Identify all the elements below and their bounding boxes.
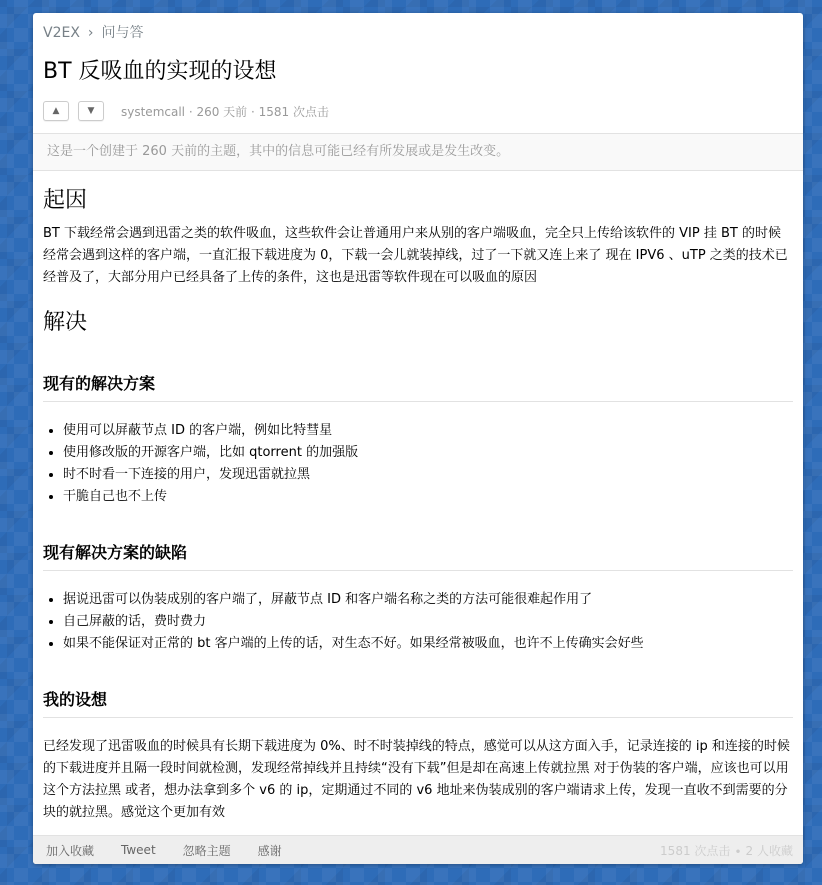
list-item: • 如果不能保证对正常的 bt 客户端的上传的话，对生态不好。如果经常被吸血，也许不上传确实会好些 [63, 633, 793, 655]
list-item: • 据说迅雷可以伪装成别的客户端了，屏蔽节点 ID 和客户端名称之类的方法可能很难起作用了 [63, 589, 793, 611]
breadcrumb-home-link[interactable]: V2EX [43, 25, 80, 41]
topic-meta: systemcall · 260 天前 · 1581 次点击 [121, 104, 329, 119]
topic-meta-row [43, 101, 793, 121]
outdated-notice: 这是一个创建于 260 天前的主题，其中的信息可能已经有所发展或是发生改变。 [33, 133, 803, 171]
topic-header [33, 13, 803, 121]
breadcrumb-node-link[interactable]: 问与答 [101, 25, 144, 41]
list-item: • 使用修改版的开源客户端，比如 qtorrent 的加强版 [63, 442, 793, 464]
heading-solve: 解决 [43, 310, 88, 335]
topic-card [33, 13, 803, 864]
upvote-button[interactable] [43, 101, 69, 121]
heading-origin: 起因 [43, 188, 88, 213]
list-item: • 干脆自己也不上传 [63, 486, 793, 508]
downvote-icon: ▼ [87, 106, 95, 116]
heading-existing-solutions: 现有的解决方案 [43, 373, 793, 402]
defects-list [43, 589, 793, 655]
breadcrumb-separator: › [87, 25, 94, 41]
paragraph-idea: 已经发现了迅雷吸血的时候具有长期下载进度为 0%、时不时装掉线的特点，感觉可以从这方面入手，记录连接的 ip 和连接的时候的下载进度并且隔一段时间就检测，发现经常掉线并且持续“没有下载”但是却在高速上传就拉黑 对于伪装的客户端，应该也可以用这个方法拉黑 或者，想办法拿到多个 v6 的 ip，定期通过不同的 v6 地址来伪装成别的客户端请求上传，发现一直收不到需要的分块的就拉黑。感觉这个更加有效 [43, 739, 790, 820]
list-item: • 时不时看一下连接的用户，发现迅雷就拉黑 [63, 464, 793, 486]
page-title: BT 反吸血的实现的设想 [43, 59, 277, 84]
breadcrumb [43, 23, 793, 43]
heading-my-idea: 我的设想 [43, 689, 793, 718]
thanks-link[interactable]: 感谢 [257, 843, 282, 858]
upvote-icon: ▲ [52, 106, 60, 116]
paragraph-origin: BT 下载经常会遇到迅雷之类的软件吸血，这些软件会让普通用户来从别的客户端吸血，完全只上传给该软件的 VIP 挂 BT 的时候经常会遇到这样的客户端，一直汇报下载进度为 0，下载一会儿就装掉线，过了一下就又连上来了 现在 IPV6 、uTP 之类的技术已经普及了，大部分用户已经具备了上传的条件，这也是迅雷等软件现在可以吸血的原因 [43, 226, 788, 285]
topic-footer [33, 835, 803, 864]
ignore-topic-link[interactable]: 忽略主题 [182, 843, 231, 858]
topic-stats: 1581 次点击 ∙ 2 人收藏 [660, 843, 793, 858]
topic-content [33, 185, 803, 824]
downvote-button[interactable] [78, 101, 104, 121]
existing-solutions-list [43, 420, 793, 508]
favorite-link[interactable]: 加入收藏 [46, 843, 95, 858]
list-item: • 使用可以屏蔽节点 ID 的客户端，例如比特彗星 [63, 420, 793, 442]
heading-defects: 现有解决方案的缺陷 [43, 542, 793, 571]
list-item: • 自己屏蔽的话，费时费力 [63, 611, 793, 633]
tweet-link[interactable]: Tweet [121, 843, 156, 857]
